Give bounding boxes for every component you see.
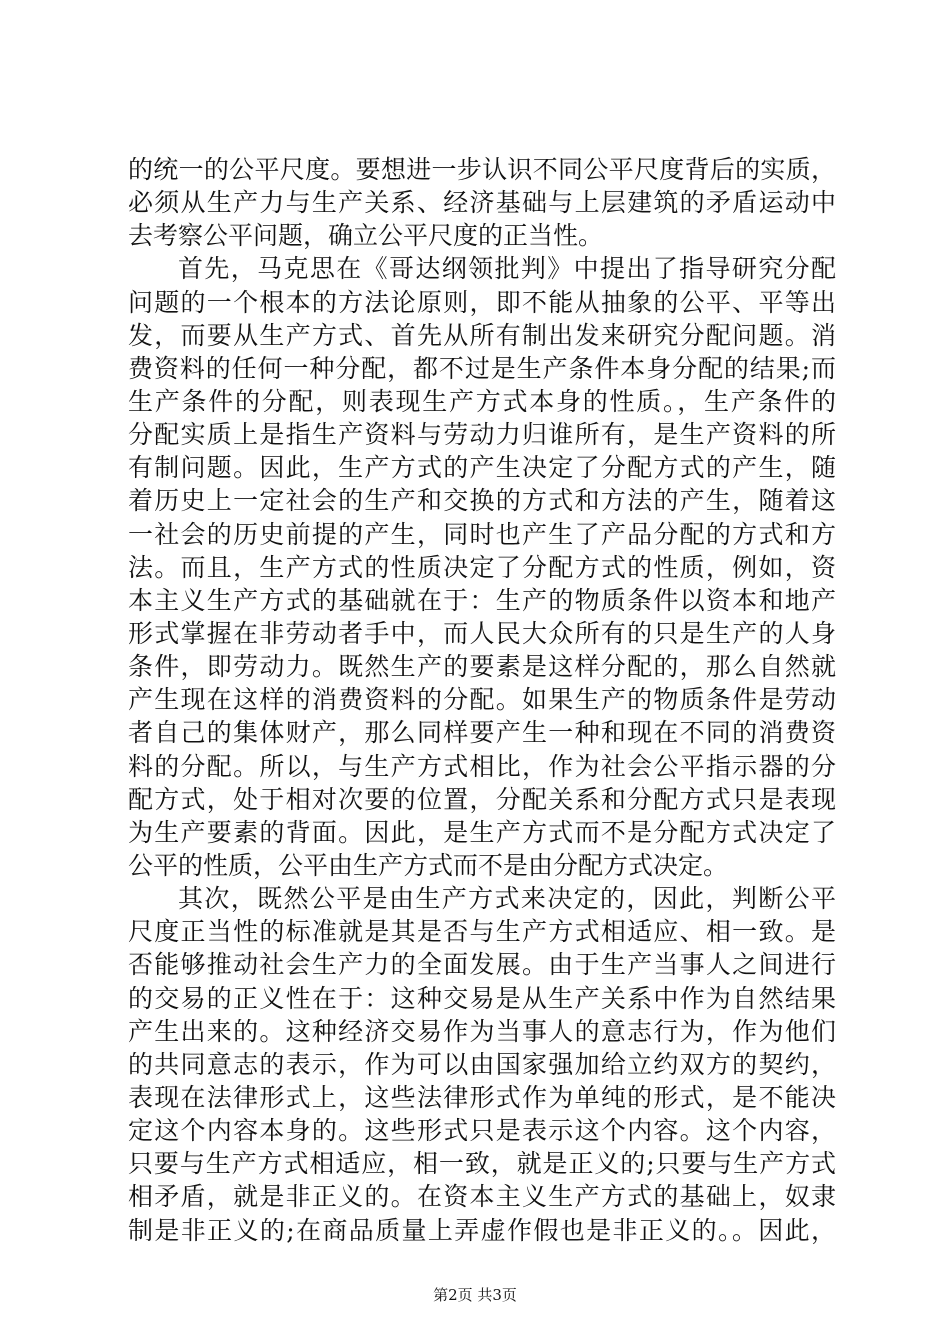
text-line: 本主义生产方式的基础就在于：生产的物质条件以资本和地产: [128, 585, 836, 615]
text-line: 去考察公平问题，确立公平尺度的正当性。: [128, 221, 604, 251]
text-line: 配方式，处于相对次要的位置，分配关系和分配方式只是表现: [128, 784, 836, 814]
text-line: 为生产要素的背面。因此，是生产方式而不是分配方式决定了: [128, 817, 836, 847]
text-line: 只要与生产方式相适应，相一致，就是正义的;只要与生产方式: [128, 1149, 836, 1179]
text-line: 条件，即劳动力。既然生产的要素是这样分配的，那么自然就: [128, 652, 836, 682]
text-line: 产生现在这样的消费资料的分配。如果生产的物质条件是劳动: [128, 685, 836, 715]
text-line: 者自己的集体财产，那么同样要产生一种和现在不同的消费资: [128, 718, 836, 748]
text-line: 表现在法律形式上，这些法律形式作为单纯的形式，是不能决: [128, 1082, 836, 1112]
paragraph-first-line: 首先，马克思在《哥达纲领批判》中提出了指导研究分配: [178, 254, 836, 284]
text-line: 着历史上一定社会的生产和交换的方式和方法的产生，随着这: [128, 486, 836, 516]
text-line: 相矛盾，就是非正义的。在资本主义生产方式的基础上，奴隶: [128, 1182, 836, 1212]
text-line: 法。而且，生产方式的性质决定了分配方式的性质，例如，资: [128, 552, 836, 582]
document-body: [128, 153, 836, 1247]
text-line: 费资料的任何一种分配，都不过是生产条件本身分配的结果;而: [128, 353, 836, 383]
text-line: 产生出来的。这种经济交易作为当事人的意志行为，作为他们: [128, 1016, 836, 1046]
text-line: 分配实质上是指生产资料与劳动力归谁所有，是生产资料的所: [128, 420, 836, 450]
text-line: 发，而要从生产方式、首先从所有制出发来研究分配问题。消: [128, 320, 836, 350]
text-line: 公平的性质，公平由生产方式而不是由分配方式决定。: [128, 850, 729, 880]
text-line: 制是非正义的;在商品质量上弄虚作假也是非正义的。。因此，: [128, 1215, 836, 1245]
text-line: 的交易的正义性在于：这种交易是从生产关系中作为自然结果: [128, 983, 836, 1013]
text-line: 问题的一个根本的方法论原则，即不能从抽象的公平、平等出: [128, 287, 836, 317]
text-line: 定这个内容本身的。这些形式只是表示这个内容。这个内容，: [128, 1116, 836, 1146]
text-line: 一社会的历史前提的产生，同时也产生了产品分配的方式和方: [128, 519, 836, 549]
text-line: 的共同意志的表示，作为可以由国家强加给立约双方的契约，: [128, 1049, 836, 1079]
text-line: 料的分配。所以，与生产方式相比，作为社会公平指示器的分: [128, 751, 836, 781]
text-line: 有制问题。因此，生产方式的产生决定了分配方式的产生，随: [128, 453, 836, 483]
text-line: 尺度正当性的标准就是其是否与生产方式相适应、相一致。是: [128, 917, 836, 947]
text-line: 形式掌握在非劳动者手中，而人民大众所有的只是生产的人身: [128, 618, 836, 648]
text-line: 的统一的公平尺度。要想进一步认识不同公平尺度背后的实质，: [128, 155, 836, 184]
text-line: 生产条件的分配，则表现生产方式本身的性质。，生产条件的: [128, 386, 836, 416]
text-line: 必须从生产力与生产关系、经济基础与上层建筑的矛盾运动中: [128, 188, 836, 218]
paragraph-first-line: 其次，既然公平是由生产方式来决定的，因此，判断公平: [178, 884, 836, 914]
text-line: 否能够推动社会生产力的全面发展。由于生产当事人之间进行: [128, 950, 836, 980]
page-number-footer: 第2页 共3页: [433, 1286, 517, 1304]
